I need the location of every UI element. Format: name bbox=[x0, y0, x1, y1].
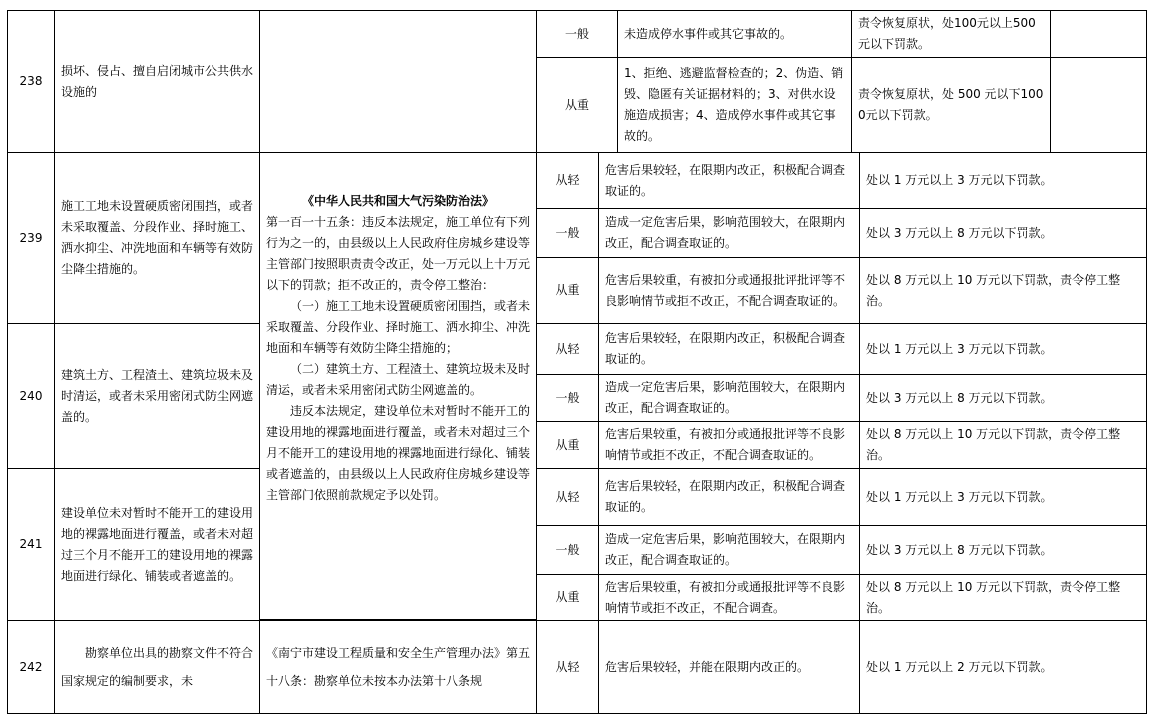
law-title: 《中华人民共和国大气污染防治法》 bbox=[301, 194, 494, 208]
row-239-circumstance-3: 危害后果较重，有被扣分或通报批评批评等不良影响情节或拒不改正，不配合调查取证的。 bbox=[598, 257, 860, 324]
row-240-no: 240 bbox=[7, 323, 55, 469]
row-240-penalty-3: 处以 8 万元以上 10 万元以下罚款，责令停工整治。 bbox=[859, 421, 1147, 469]
row-238-no: 238 bbox=[7, 10, 55, 153]
row-240-level-1: 从轻 bbox=[536, 323, 599, 375]
row-238-note-1 bbox=[1050, 10, 1147, 58]
row-239-no: 239 bbox=[7, 152, 55, 324]
row-241-penalty-2: 处以 3 万元以上 8 万元以下罚款。 bbox=[859, 525, 1147, 575]
row-242-level-1: 从轻 bbox=[536, 620, 599, 714]
row-239-penalty-3: 处以 8 万元以上 10 万元以下罚款，责令停工整治。 bbox=[859, 257, 1147, 324]
row-239-level-1: 从轻 bbox=[536, 152, 599, 209]
row-241-circumstance-3: 危害后果较重，有被扣分或通报批评等不良影响情节或拒不改正，不配合调查。 bbox=[598, 574, 860, 621]
row-240-penalty-2: 处以 3 万元以上 8 万元以下罚款。 bbox=[859, 374, 1147, 422]
row-239-penalty-1: 处以 1 万元以上 3 万元以下罚款。 bbox=[859, 152, 1147, 209]
row-240-level-3: 从重 bbox=[536, 421, 599, 469]
row-238-level-1: 一般 bbox=[536, 10, 618, 58]
row-239-level-3: 从重 bbox=[536, 257, 599, 324]
row-238-item: 损坏、侵占、擅自启闭城市公共供水设施的 bbox=[54, 10, 260, 153]
row-242-penalty-1: 处以 1 万元以上 2 万元以下罚款。 bbox=[859, 620, 1147, 714]
row-241-no: 241 bbox=[7, 468, 55, 621]
row-239-circumstance-2: 造成一定危害后果，影响范围较大，在限期内改正，配合调查取证的。 bbox=[598, 208, 860, 258]
row-240-level-2: 一般 bbox=[536, 374, 599, 422]
law-clause-2: （二）建筑土方、工程渣土、建筑垃圾未及时清运，或者未采用密闭式防尘网遮盖的。 bbox=[266, 362, 531, 397]
row-242-no: 242 bbox=[7, 620, 55, 714]
row-239-level-2: 一般 bbox=[536, 208, 599, 258]
law-basis bbox=[259, 152, 537, 620]
row-238-level-2: 从重 bbox=[536, 57, 618, 153]
row-240-circumstance-2: 造成一定危害后果，影响范围较大，在限期内改正，配合调查取证的。 bbox=[598, 374, 860, 422]
row-240-circumstance-3: 危害后果较重，有被扣分或通报批评等不良影响情节或拒不改正，不配合调查取证的。 bbox=[598, 421, 860, 469]
row-238-circumstance-1: 未造成停水事件或其它事故的。 bbox=[617, 10, 852, 58]
row-240-circumstance-1: 危害后果较轻，在限期内改正，积极配合调查取证的。 bbox=[598, 323, 860, 375]
row-242-circumstance-1: 危害后果较轻，并能在限期内改正的。 bbox=[598, 620, 860, 714]
row-238-penalty-1: 责令恢复原状，处100元以上500元以下罚款。 bbox=[851, 10, 1051, 58]
row-241-level-1: 从轻 bbox=[536, 468, 599, 526]
row-238-penalty-2: 责令恢复原状，处 500 元以下1000元以下罚款。 bbox=[851, 57, 1051, 153]
row-241-penalty-3: 处以 8 万元以上 10 万元以下罚款，责令停工整治。 bbox=[859, 574, 1147, 621]
row-241-circumstance-2: 造成一定危害后果，影响范围较大，在限期内改正，配合调查取证的。 bbox=[598, 525, 860, 575]
row-241-penalty-1: 处以 1 万元以上 3 万元以下罚款。 bbox=[859, 468, 1147, 526]
row-239-circumstance-1: 危害后果较轻，在限期内改正，积极配合调查取证的。 bbox=[598, 152, 860, 209]
row-242-item: 勘察单位出具的勘察文件不符合国家规定的编制要求，未 bbox=[54, 620, 260, 714]
row-238-basis bbox=[259, 10, 537, 153]
row-238-circumstance-2: 1、拒绝、逃避监督检查的；2、伪造、销毁、隐匿有关证据材料的；3、对供水设施造成损害；4、造成停水事件或其它事故的。 bbox=[617, 57, 852, 153]
law-article: 第一百一十五条：违反本法规定，施工单位有下列行为之一的，由县级以上人民政府住房城乡建设等主管部门按照职责责令改正，处一万元以上十万元以下的罚款；拒不改正的，责令停工整治： bbox=[266, 215, 531, 292]
row-241-level-2: 一般 bbox=[536, 525, 599, 575]
row-240-item: 建筑土方、工程渣土、建筑垃圾未及时清运，或者未采用密闭式防尘网遮盖的。 bbox=[54, 323, 260, 469]
row-242-basis: 《南宁市建设工程质量和安全生产管理办法》第五十八条：勘察单位未按本办法第十八条规 bbox=[259, 620, 537, 714]
law-clause-1: （一）施工工地未设置硬质密闭围挡，或者未采取覆盖、分段作业、择时施工、洒水抑尘、冲洗地面和车辆等有效防尘降尘措施的； bbox=[266, 299, 531, 355]
row-239-item: 施工工地未设置硬质密闭围挡，或者未采取覆盖、分段作业、择时施工、洒水抑尘、冲洗地面和车辆等有效防尘降尘措施的。 bbox=[54, 152, 260, 324]
law-article-2: 违反本法规定，建设单位未对暂时不能开工的建设用地的裸露地面进行覆盖，或者未对超过三个月不能开工的建设用地的裸露地面进行绿化、铺装或者遮盖的，由县级以上人民政府住房城乡建设等主管部门依照前款规定予以处罚。 bbox=[266, 404, 531, 502]
row-239-penalty-2: 处以 3 万元以上 8 万元以下罚款。 bbox=[859, 208, 1147, 258]
row-241-item: 建设单位未对暂时不能开工的建设用地的裸露地面进行覆盖，或者未对超过三个月不能开工的建设用地的裸露地面进行绿化、铺装或者遮盖的。 bbox=[54, 468, 260, 621]
row-240-penalty-1: 处以 1 万元以上 3 万元以下罚款。 bbox=[859, 323, 1147, 375]
row-238-note-2 bbox=[1050, 57, 1147, 153]
row-241-circumstance-1: 危害后果较轻，在限期内改正，积极配合调查取证的。 bbox=[598, 468, 860, 526]
row-241-level-3: 从重 bbox=[536, 574, 599, 621]
